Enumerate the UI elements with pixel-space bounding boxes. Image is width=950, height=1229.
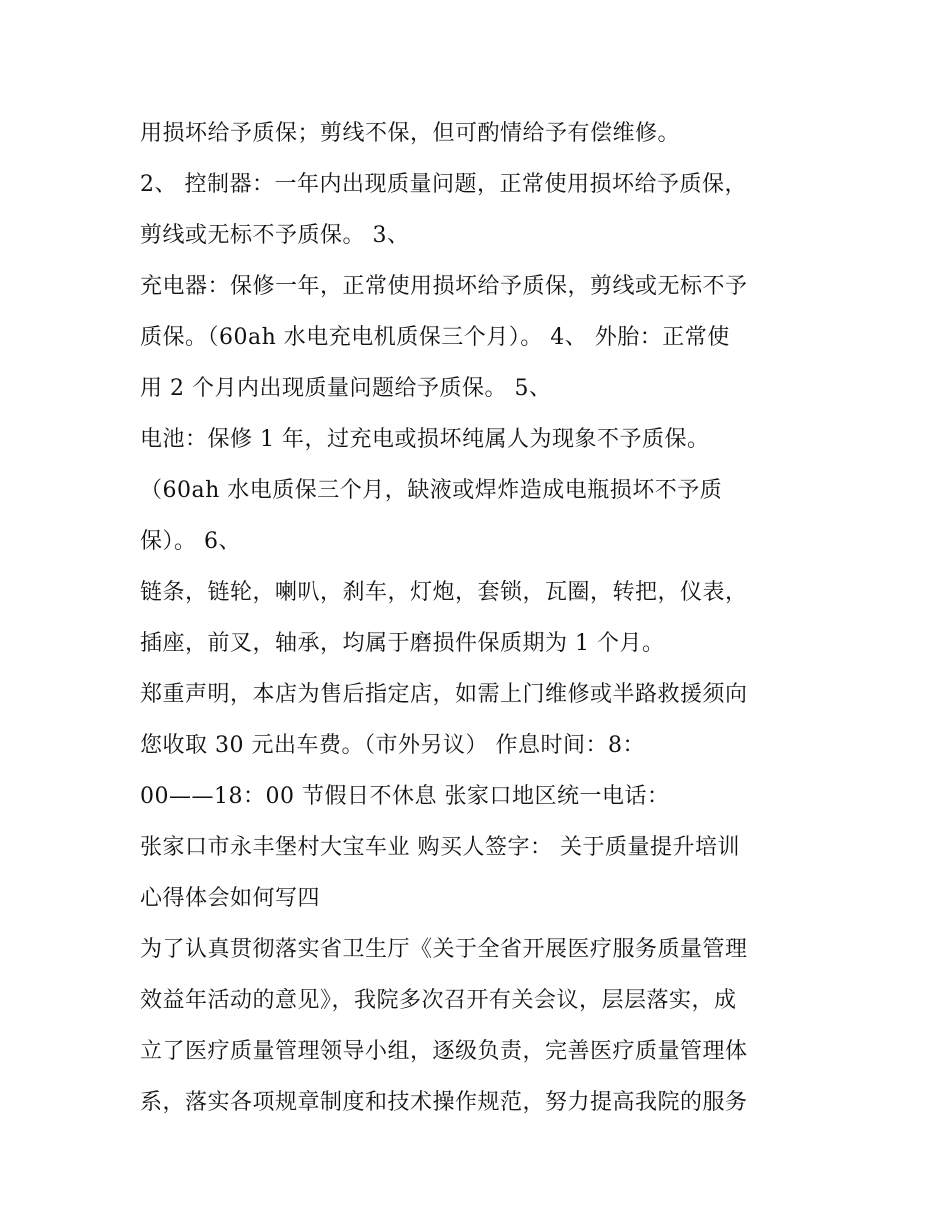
text-line: 郑重声明，本店为售后指定店，如需上门维修或半路救援须向 <box>140 682 748 707</box>
text-line: 系，落实各项规章制度和技术操作规范，努力提高我院的服务 <box>140 1090 748 1115</box>
text-line: （60ah 水电质保三个月，缺液或焊炸造成电瓶损坏不予质 <box>140 478 723 503</box>
text-line: 质保。（60ah 水电充电机质保三个月）。 4、 外胎：正常使 <box>140 325 730 350</box>
text-line: 保）。 6、 <box>140 529 241 554</box>
text-line: 心得体会如何写四 <box>140 886 321 911</box>
text-line: 2、 控制器：一年内出现质量问题，正常使用损坏给予质保， <box>140 172 747 197</box>
text-line: 链条，链轮，喇叭，刹车，灯炮，套锁，瓦圈，转把，仪表， <box>140 580 748 605</box>
text-line: 张家口市永丰堡村大宝车业 购买人签字： 关于质量提升培训 <box>140 835 740 860</box>
text-line: 立了医疗质量管理领导小组，逐级负责，完善医疗质量管理体 <box>140 1039 748 1064</box>
text-line: 您收取 30 元出车费。（市外另议） 作息时间：8： <box>140 733 645 758</box>
text-line: 充电器：保修一年，正常使用损坏给予质保，剪线或无标不予 <box>140 274 748 299</box>
document-body <box>140 108 830 1128</box>
text-line: 用损坏给予质保；剪线不保，但可酌情给予有偿维修。 <box>140 121 681 146</box>
text-line: 剪线或无标不予质保。 3、 <box>140 223 410 248</box>
text-line: 00——18：00 节假日不休息 张家口地区统一电话： <box>140 784 670 809</box>
text-line: 用 2 个月内出现质量问题给予质保。 5、 <box>140 376 552 401</box>
text-line: 电池：保修 1 年，过充电或损坏纯属人为现象不予质保。 <box>140 427 710 452</box>
text-line: 插座，前叉，轴承，均属于磨损件保质期为 1 个月。 <box>140 631 665 656</box>
text-line: 为了认真贯彻落实省卫生厅《关于全省开展医疗服务质量管理 <box>140 937 748 962</box>
text-line: 效益年活动的意见》，我院多次召开有关会议，层层落实，成 <box>140 988 737 1013</box>
